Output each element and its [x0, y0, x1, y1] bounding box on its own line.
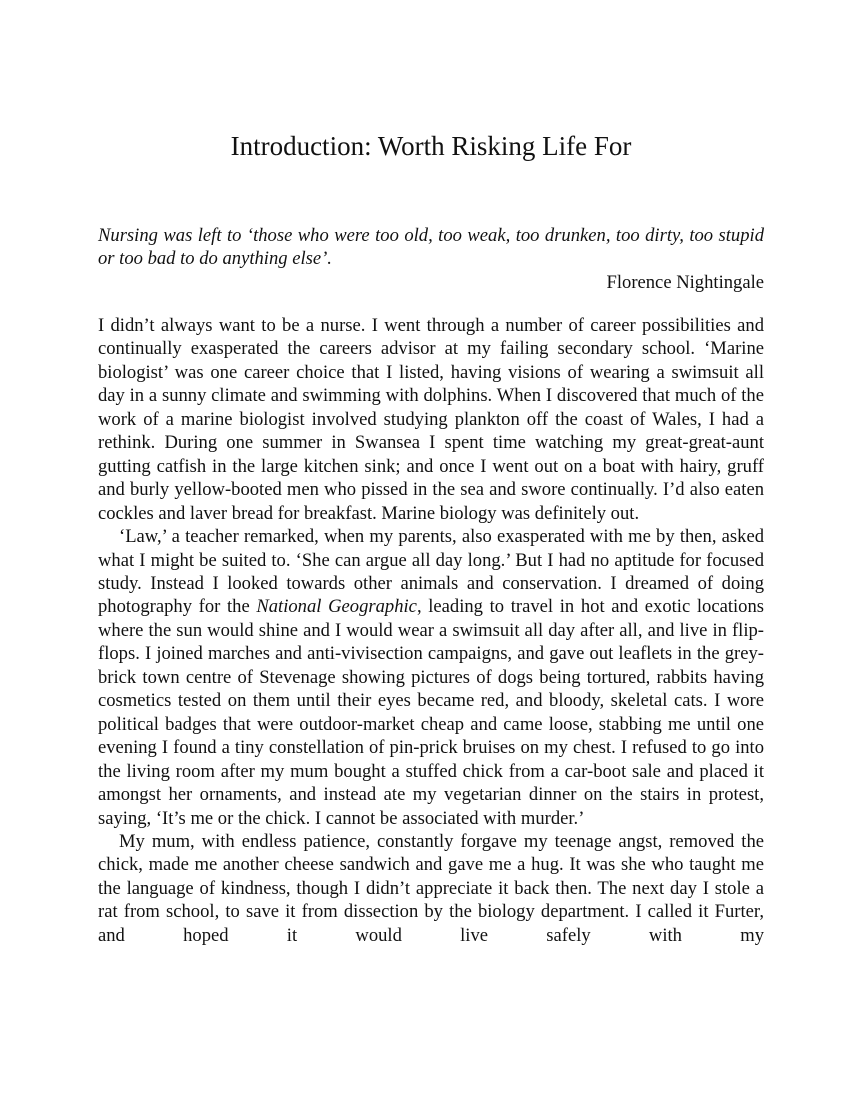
epigraph-author: Florence Nightingale — [606, 271, 764, 293]
chapter-title: Introduction: Worth Risking Life For — [230, 131, 632, 161]
chapter-body — [98, 314, 764, 947]
epigraph — [98, 224, 764, 294]
paragraph-1: I didn’t always want to be a nurse. I went through a number of career possibilities and continually exasperated the careers advisor at my failing secondary school. ‘Marine biologist’ was one career choice that I listed, having visions of wearing a swimsuit all day in a sunny climate and swimming with dolphins. When I discovered that much of the work of a marine biologist involved studying plankton off the coast of Wales, I had a rethink. During one summer in Swansea I spent time watching my great-great-aunt gutting catfish in the large kitchen sink; and once I went out on a boat with hairy, gruff and burly yellow-booted men who pissed in the sea and swore continually. I’d also eaten cockles and laver bread for breakfast. Marine biology was definitely out. — [98, 315, 764, 524]
magazine-title-italic: National Geographic — [256, 596, 417, 618]
paragraph-3: My mum, with endless patience, constantly forgave my teenage angst, removed the chick, made me another cheese sandwich and gave me a hug. It was she who taught me the language of kindness, though I didn’t appreciate it back then. The next day I stole a rat from school, to save it from dissection by the biology department. I called it Furter, and hoped it would live safely with my — [98, 830, 764, 946]
paragraph-2 — [98, 525, 764, 830]
paragraph-2-text-start: ‘Law,’ a teacher remarked, when my parents, also exasperated with me by then, asked what I might be suited to. ‘She can argue all day long.’ But I had no aptitude for focused study. Instead I looked towards other animals and conservation. I dreamed of doing photography for the — [98, 526, 764, 618]
paragraph-2-text-end: , leading to travel in hot and exotic locations where the sun would shine and I would wear a swimsuit all day after all, and live in flip-flops. I joined marches and anti-vivisection campaigns, and gave out leaflets in the grey-brick town centre of Stevenage showing pictures of dogs being tortured, rabbits having cosmetics tested on them until their eyes became red, and bloody, skeletal cats. I wore political badges that were outdoor-market cheap and came loose, stabbing me until one evening I found a tiny constellation of pin-prick bruises on my chest. I refused to go into the living room after my mum bought a stuffed chick from a car-boot sale and placed it amongst her ornaments, and instead ate my vegetarian dinner on the stairs in protest, saying, ‘It’s me or the chick. I cannot be associated with murder.’ — [98, 596, 765, 829]
epigraph-quote: Nursing was left to ‘those who were too old, too weak, too drunken, too dirty, too stupid or too bad to do anything else’. — [98, 225, 764, 270]
